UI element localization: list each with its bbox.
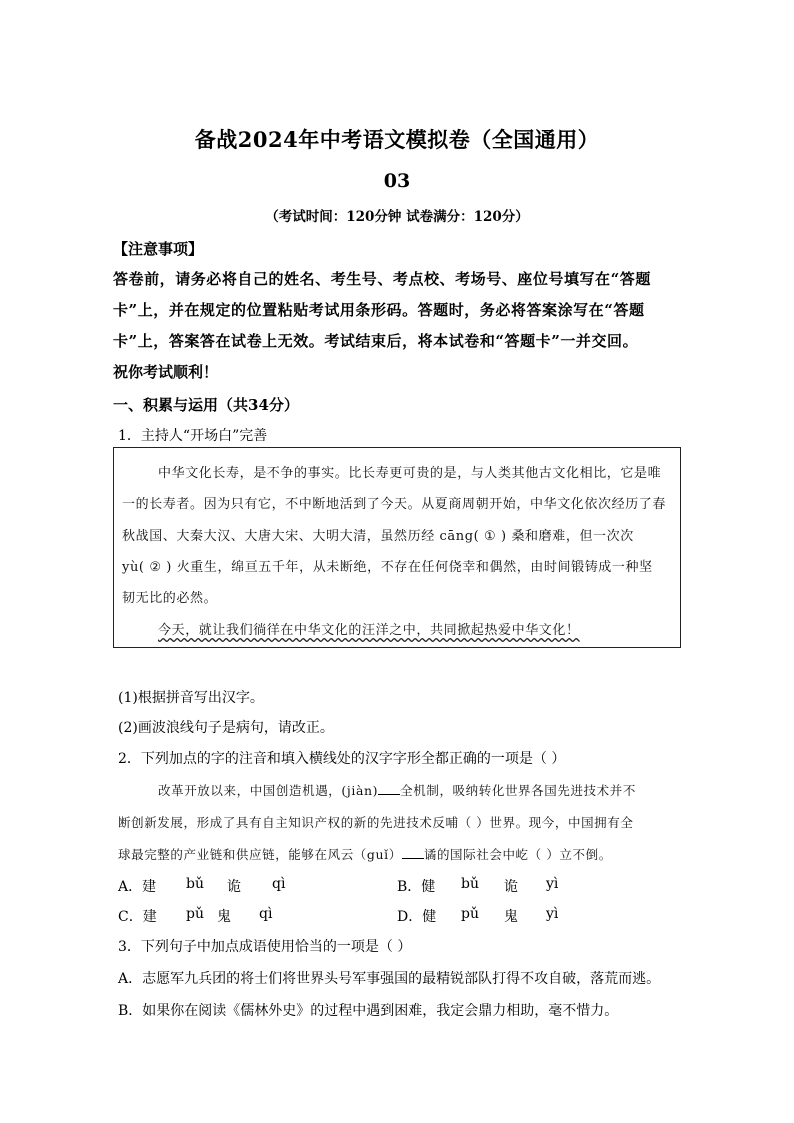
option-a-pinyin-2: qì xyxy=(272,876,286,892)
page-subtitle: 03 xyxy=(383,170,411,192)
option-d-pinyin: pǔ xyxy=(461,906,479,922)
notice-line: 卡”上，答案答在试卷上无效。考试结束后，将本试卷和“答题卡”一并交回。 xyxy=(113,332,639,350)
notice-heading: 【注意事项】 xyxy=(113,240,204,258)
q2-passage-text: 谲的国际社会中屹（ ）立不倒。 xyxy=(423,847,612,862)
passage-line: 一的长寿者。因为只有它，不中断地活到了今天。从夏商周朝开始，中华文化依次经历了春 xyxy=(122,497,667,512)
q2-passage-line xyxy=(158,781,636,799)
option-a-pinyin: bǔ xyxy=(186,876,204,892)
option-c-char: 鬼 xyxy=(217,909,231,925)
question-3-option-b[interactable]: B．如果你在阅读《儒林外史》的过程中遇到困难，我定会鼎力相助，毫不惜力。 xyxy=(118,1003,619,1019)
q2-passage-text: 全机制，吸纳转化世界各国先进技术并不 xyxy=(400,783,636,798)
option-b[interactable]: B．健 xyxy=(397,879,436,895)
passage-line: yù( ② ) 火重生，绵亘五千年，从未断绝，不存在任何侥幸和偶然，由时间锻铸成一种坚 xyxy=(122,560,653,575)
q2-options-row xyxy=(0,876,794,896)
option-d-char: 鬼 xyxy=(504,909,518,925)
option-c[interactable]: C．建 xyxy=(118,909,157,925)
question-3-option-a[interactable]: A．志愿军九兵团的将士们将世界头号军事强国的最精锐部队打得不攻自破，落荒而逃。 xyxy=(118,971,661,987)
question-1-sub-2: (2)画波浪线句子是病句，请改正。 xyxy=(118,720,334,736)
option-c-pinyin: pǔ xyxy=(186,906,204,922)
passage-line: 韧无比的必然。 xyxy=(122,591,218,606)
option-a-char: 诡 xyxy=(227,879,241,895)
option-b-char: 诡 xyxy=(504,879,518,895)
passage-line: 秋战国、大秦大汉、大唐大宋、大明大清，虽然历经 cāng( ① ) 桑和磨难，但一次次 xyxy=(122,529,634,544)
fill-blank xyxy=(378,782,400,795)
option-a[interactable]: A．建 xyxy=(118,879,157,895)
q2-passage-line xyxy=(118,845,612,863)
option-b-pinyin: bǔ xyxy=(461,876,479,892)
question-3-stem: 3．下列句子中加点成语使用恰当的一项是（ ） xyxy=(118,939,412,955)
wavy-sentence: 今天，就让我们徜徉在中华文化的汪洋之中，共同掀起热爱中华文化！ xyxy=(158,623,580,638)
q2-passage-line: 断创新发展，形成了具有自主知识产权的新的先进技术反哺（ ）世界。现今，中国拥有全 xyxy=(118,815,634,830)
passage-line: 中华文化长寿，是不争的事实。比长寿更可贵的是，与人类其他古文化相比，它是唯 xyxy=(158,466,662,481)
q2-options-row xyxy=(0,906,794,926)
question-1-sub-1: (1)根据拼音写出汉字。 xyxy=(118,690,264,706)
notice-line: 祝你考试顺利！ xyxy=(113,363,219,381)
notice-line: 答卷前，请务必将自己的姓名、考生号、考点校、考场号、座位号填写在“答题 xyxy=(113,270,651,288)
q2-passage-text: 改革开放以来，中国创造机遇，(jiàn) xyxy=(158,783,379,798)
option-d-pinyin-2: yì xyxy=(546,906,559,922)
fill-blank xyxy=(402,846,424,859)
option-c-pinyin-2: qì xyxy=(259,906,273,922)
section-heading: 一、积累与运用（共34分） xyxy=(113,396,299,414)
option-d[interactable]: D．健 xyxy=(397,909,437,925)
notice-line: 卡”上，并在规定的位置粘贴考试用条形码。答题时，务必将答案涂写在“答题 xyxy=(113,301,645,319)
option-b-pinyin-2: yì xyxy=(546,876,559,892)
question-1-stem: 1．主持人“开场白”完善 xyxy=(118,428,268,444)
q2-passage-text: 球最完整的产业链和供应链，能够在风云（guǐ） xyxy=(118,847,402,862)
exam-info: （考试时间：120分钟 试卷满分：120分） xyxy=(265,209,529,225)
question-2-stem: 2．下列加点的字的注音和填入横线处的汉字字形全都正确的一项是（ ） xyxy=(118,751,566,767)
page-title: 备战2024年中考语文模拟卷（全国通用） xyxy=(194,127,600,152)
